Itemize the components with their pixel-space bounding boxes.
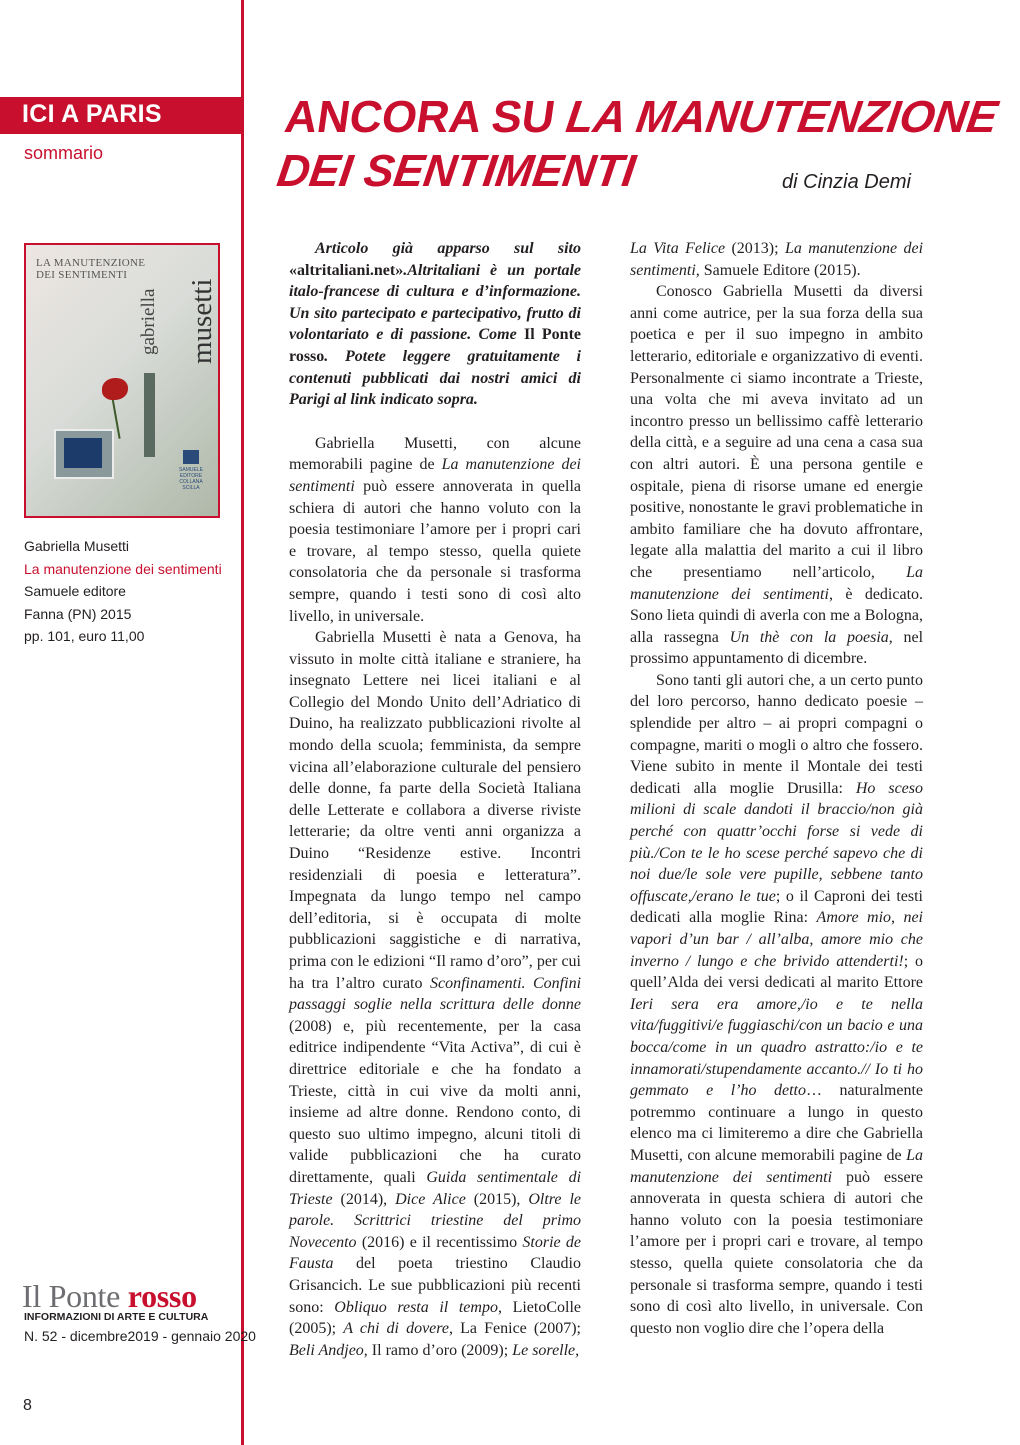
cover-series-name: COLLANA SCILLA — [179, 479, 203, 491]
byline: di Cinzia Demi — [782, 171, 911, 193]
headline-italic-1: LA MANUTENZIONE — [563, 91, 1001, 142]
book-info — [24, 535, 222, 648]
cover-publisher-badge — [176, 450, 206, 506]
book-pages-price: pp. 101, euro 11,00 — [24, 628, 145, 645]
paragraph: Gabriella Musetti, con alcune memorabili pagine de La manutenzione dei sentimenti può essere annoverata in quella schiera di autori che hanno voluto con la poesia testimoniare l’amore per i propri cari e trovare, al tempo stesso, quella quiete consolatoria che da personale si trasforma sempre, quando i testi sono di così alto livello, in universale. — [289, 434, 582, 625]
page-number: 8 — [23, 1397, 32, 1414]
paragraph: La Vita Felice (2013); La manutenzione dei sentimenti, Samuele Editore (2015). — [630, 240, 924, 279]
article-column-1 — [289, 238, 581, 1361]
cover-publisher-name: SAMUELE EDITORE — [179, 467, 203, 479]
sommario-link[interactable]: sommario — [24, 143, 104, 163]
site-link[interactable]: «altritaliani.net» — [289, 261, 404, 279]
magazine-tagline: INFORMAZIONI DI ARTE E CULTURA — [24, 1311, 209, 1323]
publisher-logo-icon — [183, 450, 199, 464]
book-publisher: Samuele editore — [24, 583, 126, 600]
intro-paragraph: Articolo già apparso sul sito «altritaliani.net».Altritaliani è un portale italo-francese di cultura e d’informazione. Un sito partecipato e partecipativo, frutto di volontariato e di passione. Come Il Ponte rosso. Potete leggere gratuitamente i contenuti pubblicati dai nostri amici di Parigi al link indicato sopra. — [289, 240, 581, 409]
book-title: La manutenzione dei sentimenti — [24, 560, 222, 577]
cover-wall-bar — [144, 373, 155, 457]
headline-italic-2: DEI SENTIMENTI — [274, 145, 639, 196]
logo-part-1: Il Ponte — [22, 1278, 121, 1314]
section-label: ICI A PARIS — [22, 100, 162, 128]
cover-carnation-icon — [102, 378, 128, 400]
headline-line-1 — [281, 90, 1000, 144]
magazine-logo — [22, 1278, 197, 1315]
logo-part-2: rosso — [127, 1278, 197, 1314]
paragraph: Sono tanti gli autori che, a un certo punto del loro percorso, hanno dedicato poesie – splendide per altro – ai propri compagni o compagne, mariti o mogli o altro che fossero. Viene subito in mente il Montale dei testi dedicati alla moglie Drusilla: Ho sceso milioni di scale dandoti il braccio/non già perché con quattr’occhi forse si vede di più./Con te le ho scese perché sapevo che di noi due/le sole vere pupille, sebbene tanto offuscate,/erano le tue; o il Caproni dei testi dedicati alla moglie Rina: Amore mio, nei vapori d’un bar / all’alba, amore mio che inverno / lungo e che brivido attenderti!; o quell’Alda dei versi dedicati al marito Ettore Ieri sera era amore,/io e te nella vita/fuggitivi/e fuggiaschi/con un bacio e una bocca/come in un quadro astratto:/io e te innamorati/stupendamente accanto.// Io ti ho gemmato e l’ho detto… naturalmente potremmo continuare a lungo in questo elenco ma ci limiteremo a dire che Gabriella Musetti, con alcune memorabili pagine de La manutenzione dei sentimenti può essere annoverata in questa schiera di autori che hanno voluto con la poesia testimoniare l’amore per i propri cari e trovare, al tempo stesso, quella quiete consolatoria che da personale si trasforma sempre, quando i testi sono di così alto livello, in universale. Con questo non voglio dire che l’opera della — [630, 671, 924, 1337]
cover-picture-frame — [54, 429, 114, 479]
red-vertical-divider — [241, 0, 244, 1445]
article-column-2 — [630, 238, 923, 1339]
book-cover-image — [24, 243, 220, 518]
headline-plain: ANCORA SU — [281, 91, 558, 142]
magazine-name: Il Ponte rosso — [289, 326, 581, 365]
paragraph: Gabriella Musetti è nata a Genova, ha vissuto in molte città italiane e straniere, ha insegnato Lettere nei licei italiani e al Collegio del Mondo Unito dell’Adriatico di Duino, ha realizzato pubblicazioni rivolte al mondo della scuola; femminista, da sempre vicina all’elaborazione culturale del pensiero delle donne, fa parte della Società Italiana delle Letterate e collabora a diverse riviste letterarie; da oltre venti anni organizza a Duino “Residenze estive. Incontri residenziali di poesia e letteratura”. Impegnata da lungo tempo nel campo dell’editoria, si è occupata di molte pubblicazioni saggistiche e di narrativa, prima con le edizioni “Il ramo d’oro”, per cui ha tra l’altro curato Sconfinamenti. Confini passaggi soglie nella scrittura delle donne (2008) e, più recentemente, per la casa editrice indipendente “Vita Activa”, di cui è direttrice editoriale e che ha fondato a Trieste, città in cui vive da molti anni, insieme ad altre donne. Rendono conto, di questo suo ultimo impegno, alcuni titoli di valide pubblicazioni che ha curato direttamente, quali Guida sentimentale di Trieste (2014), Dice Alice (2015), Oltre le parole. Scrittrici triestine del primo Novecento (2016) e il recentissimo Storie de Fausta del poeta triestino Claudio Grisancich. Le sue pubblicazioni più recenti sono: Obliquo resta il tempo, LietoColle (2005); A chi di dovere, La Fenice (2007); Beli Andjeo, Il ramo d’oro (2009); Le sorelle, — [289, 629, 582, 1359]
book-place-year: Fanna (PN) 2015 — [24, 605, 132, 622]
cover-title: LA MANUTENZIONE DEI SENTIMENTI — [36, 257, 146, 281]
paragraph: Conosco Gabriella Musetti da diversi anni come autrice, per la sua forza della sua poetica e per il suo impegno in ambito letterario, editoriale e organizzativo di eventi. Personalmente ci siamo incontrate a Trieste, una volta che mi aveva invitato ad un incontro presso un bellissimo caffè letterario della città, e a seguire ad una cena a casa sua con altri autori. È una persona gentile e ospitale, piena di risorse umane ed energie positive, nonostante le gravi problematiche in ambito familiare che ha dovuto affrontare, legate alla malattia del marito a cui il libro che presentiamo nell’articolo, La manutenzione dei sentimenti, è dedicato. Sono lieta quindi di averla con me a Bologna, alla rassegna Un thè con la poesia, nel prossimo appuntamento di dicembre. — [630, 283, 924, 668]
issue-line: N. 52 - dicembre2019 - gennaio 2020 — [24, 1328, 256, 1344]
book-author: Gabriella Musetti — [24, 538, 130, 554]
cover-author-first: gabriella — [138, 288, 159, 355]
section-band — [0, 97, 241, 134]
cover-author-last: musetti — [186, 278, 218, 364]
